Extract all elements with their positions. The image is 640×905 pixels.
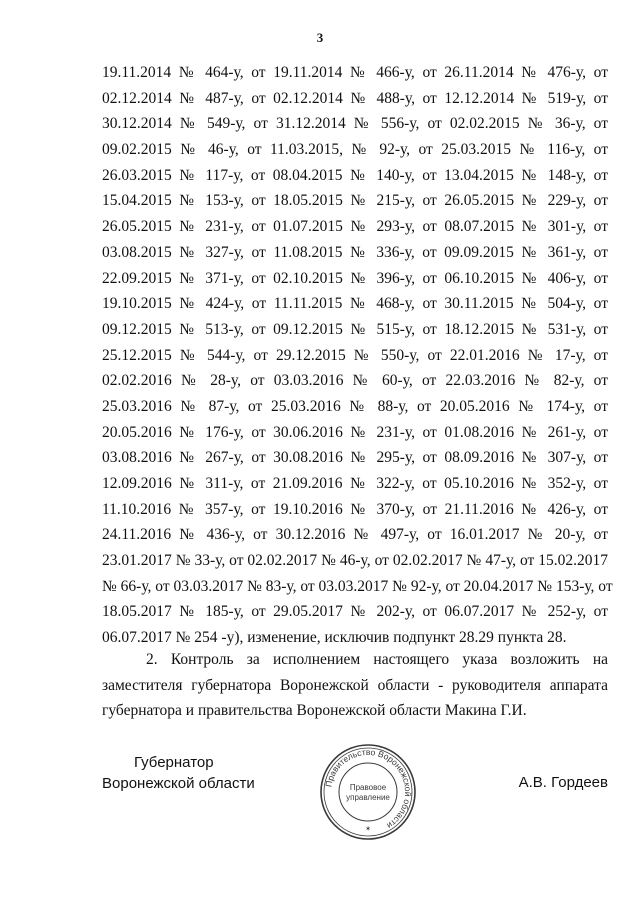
decree-line: 03.08.2015 № 327-у, от 11.08.2015 № 336-у, от 09.09.2015 № 361-у, от (102, 243, 608, 261)
decree-line: 20.05.2016 № 176-у, от 30.06.2016 № 231-у, от 01.08.2016 № 261-у, от (102, 423, 608, 441)
decree-line: № 66-у, от 03.03.2017 № 83-у, от 03.03.2017 № 92-у, от 20.04.2017 № 153-у, от (102, 577, 613, 595)
stamp-outer-text: Правительство Воронежской области (323, 746, 414, 831)
decree-line: 06.07.2017 № 254 -у), изменение, исключив подпункт 28.29 пункта 28. (102, 629, 567, 647)
decree-line: 26.03.2015 № 117-у, от 08.04.2015 № 140-у, от 13.04.2015 № 148-у, от (102, 166, 608, 184)
signatory-name: А.В. Гордеев (518, 774, 608, 791)
decree-line: 11.10.2016 № 357-у, от 19.10.2016 № 370-у, от 21.11.2016 № 426-у, от (102, 500, 608, 518)
paragraph-line: 2. Контроль за исполнением настоящего указа возложить на (146, 651, 608, 668)
decree-line: 02.02.2016 № 28-у, от 03.03.2016 № 60-у, от 22.03.2016 № 82-у, от (102, 372, 608, 390)
decree-line: 12.09.2016 № 311-у, от 21.09.2016 № 322-у, от 05.10.2016 № 352-у, от (102, 475, 608, 492)
stamp-star-icon: ✶ (365, 826, 371, 833)
stamp-center-ring (339, 763, 397, 821)
decree-line: 18.05.2017 № 185-у, от 29.05.2017 № 202-у, от 06.07.2017 № 252-у, от (102, 603, 608, 621)
decree-list (102, 60, 613, 651)
paragraph-line: губернатора и правительства Воронежской области Макина Г.И. (102, 702, 527, 720)
decree-line: 24.11.2016 № 436-у, от 30.12.2016 № 497-у, от 16.01.2017 № 20-у, от (102, 526, 608, 544)
decree-line: 23.01.2017 № 33-у, от 02.02.2017 № 46-у, от 02.02.2017 № 47-у, от 15.02.2017 (102, 552, 608, 570)
decree-line: 25.03.2016 № 87-у, от 25.03.2016 № 88-у, от 20.05.2016 № 174-у, от (102, 397, 608, 415)
page-number: 3 (316, 30, 324, 45)
decree-line: 22.09.2015 № 371-у, от 02.10.2015 № 396-у, от 06.10.2015 № 406-у, от (102, 269, 608, 287)
decree-line: 19.10.2015 № 424-у, от 11.11.2015 № 468-у, от 30.11.2015 № 504-у, от (102, 295, 608, 313)
official-stamp (318, 742, 418, 842)
decree-line: 15.04.2015 № 153-у, от 18.05.2015 № 215-у, от 26.05.2015 № 229-у, от (102, 192, 608, 210)
paragraph-line: заместителя губернатора Воронежской области - руководителя аппарата (102, 676, 608, 694)
decree-line: 02.12.2014 № 487-у, от 02.12.2014 № 488-у, от 12.12.2014 № 519-у, от (102, 89, 608, 107)
stamp-inner-line2: управление (346, 793, 390, 802)
decree-line: 09.02.2015 № 46-у, от 11.03.2015, № 92-у, от 25.03.2015 № 116-у, от (102, 141, 608, 159)
stamp-outer-ring (321, 745, 415, 839)
stamp-inner-line1: Правовое (349, 783, 387, 792)
signatory-title (102, 752, 255, 794)
decree-line: 26.05.2015 № 231-у, от 01.07.2015 № 293-у, от 08.07.2015 № 301-у, от (102, 218, 608, 236)
signatory-title-line1: Губернатор (134, 754, 214, 771)
decree-line: 19.11.2014 № 464-у, от 19.11.2014 № 466-у, от 26.11.2014 № 476-у, от (102, 64, 608, 81)
decree-line: 09.12.2015 № 513-у, от 09.12.2015 № 515-у, от 18.12.2015 № 531-у, от (102, 320, 608, 338)
decree-line: 03.08.2016 № 267-у, от 30.08.2016 № 295-у, от 08.09.2016 № 307-у, от (102, 449, 608, 467)
decree-line: 30.12.2014 № 549-у, от 31.12.2014 № 556-у, от 02.02.2015 № 36-у, от (102, 115, 608, 133)
control-paragraph (102, 647, 608, 724)
signatory-title-line2: Воронежской области (102, 775, 255, 792)
decree-line: 25.12.2015 № 544-у, от 29.12.2015 № 550-у, от 22.01.2016 № 17-у, от (102, 346, 608, 364)
